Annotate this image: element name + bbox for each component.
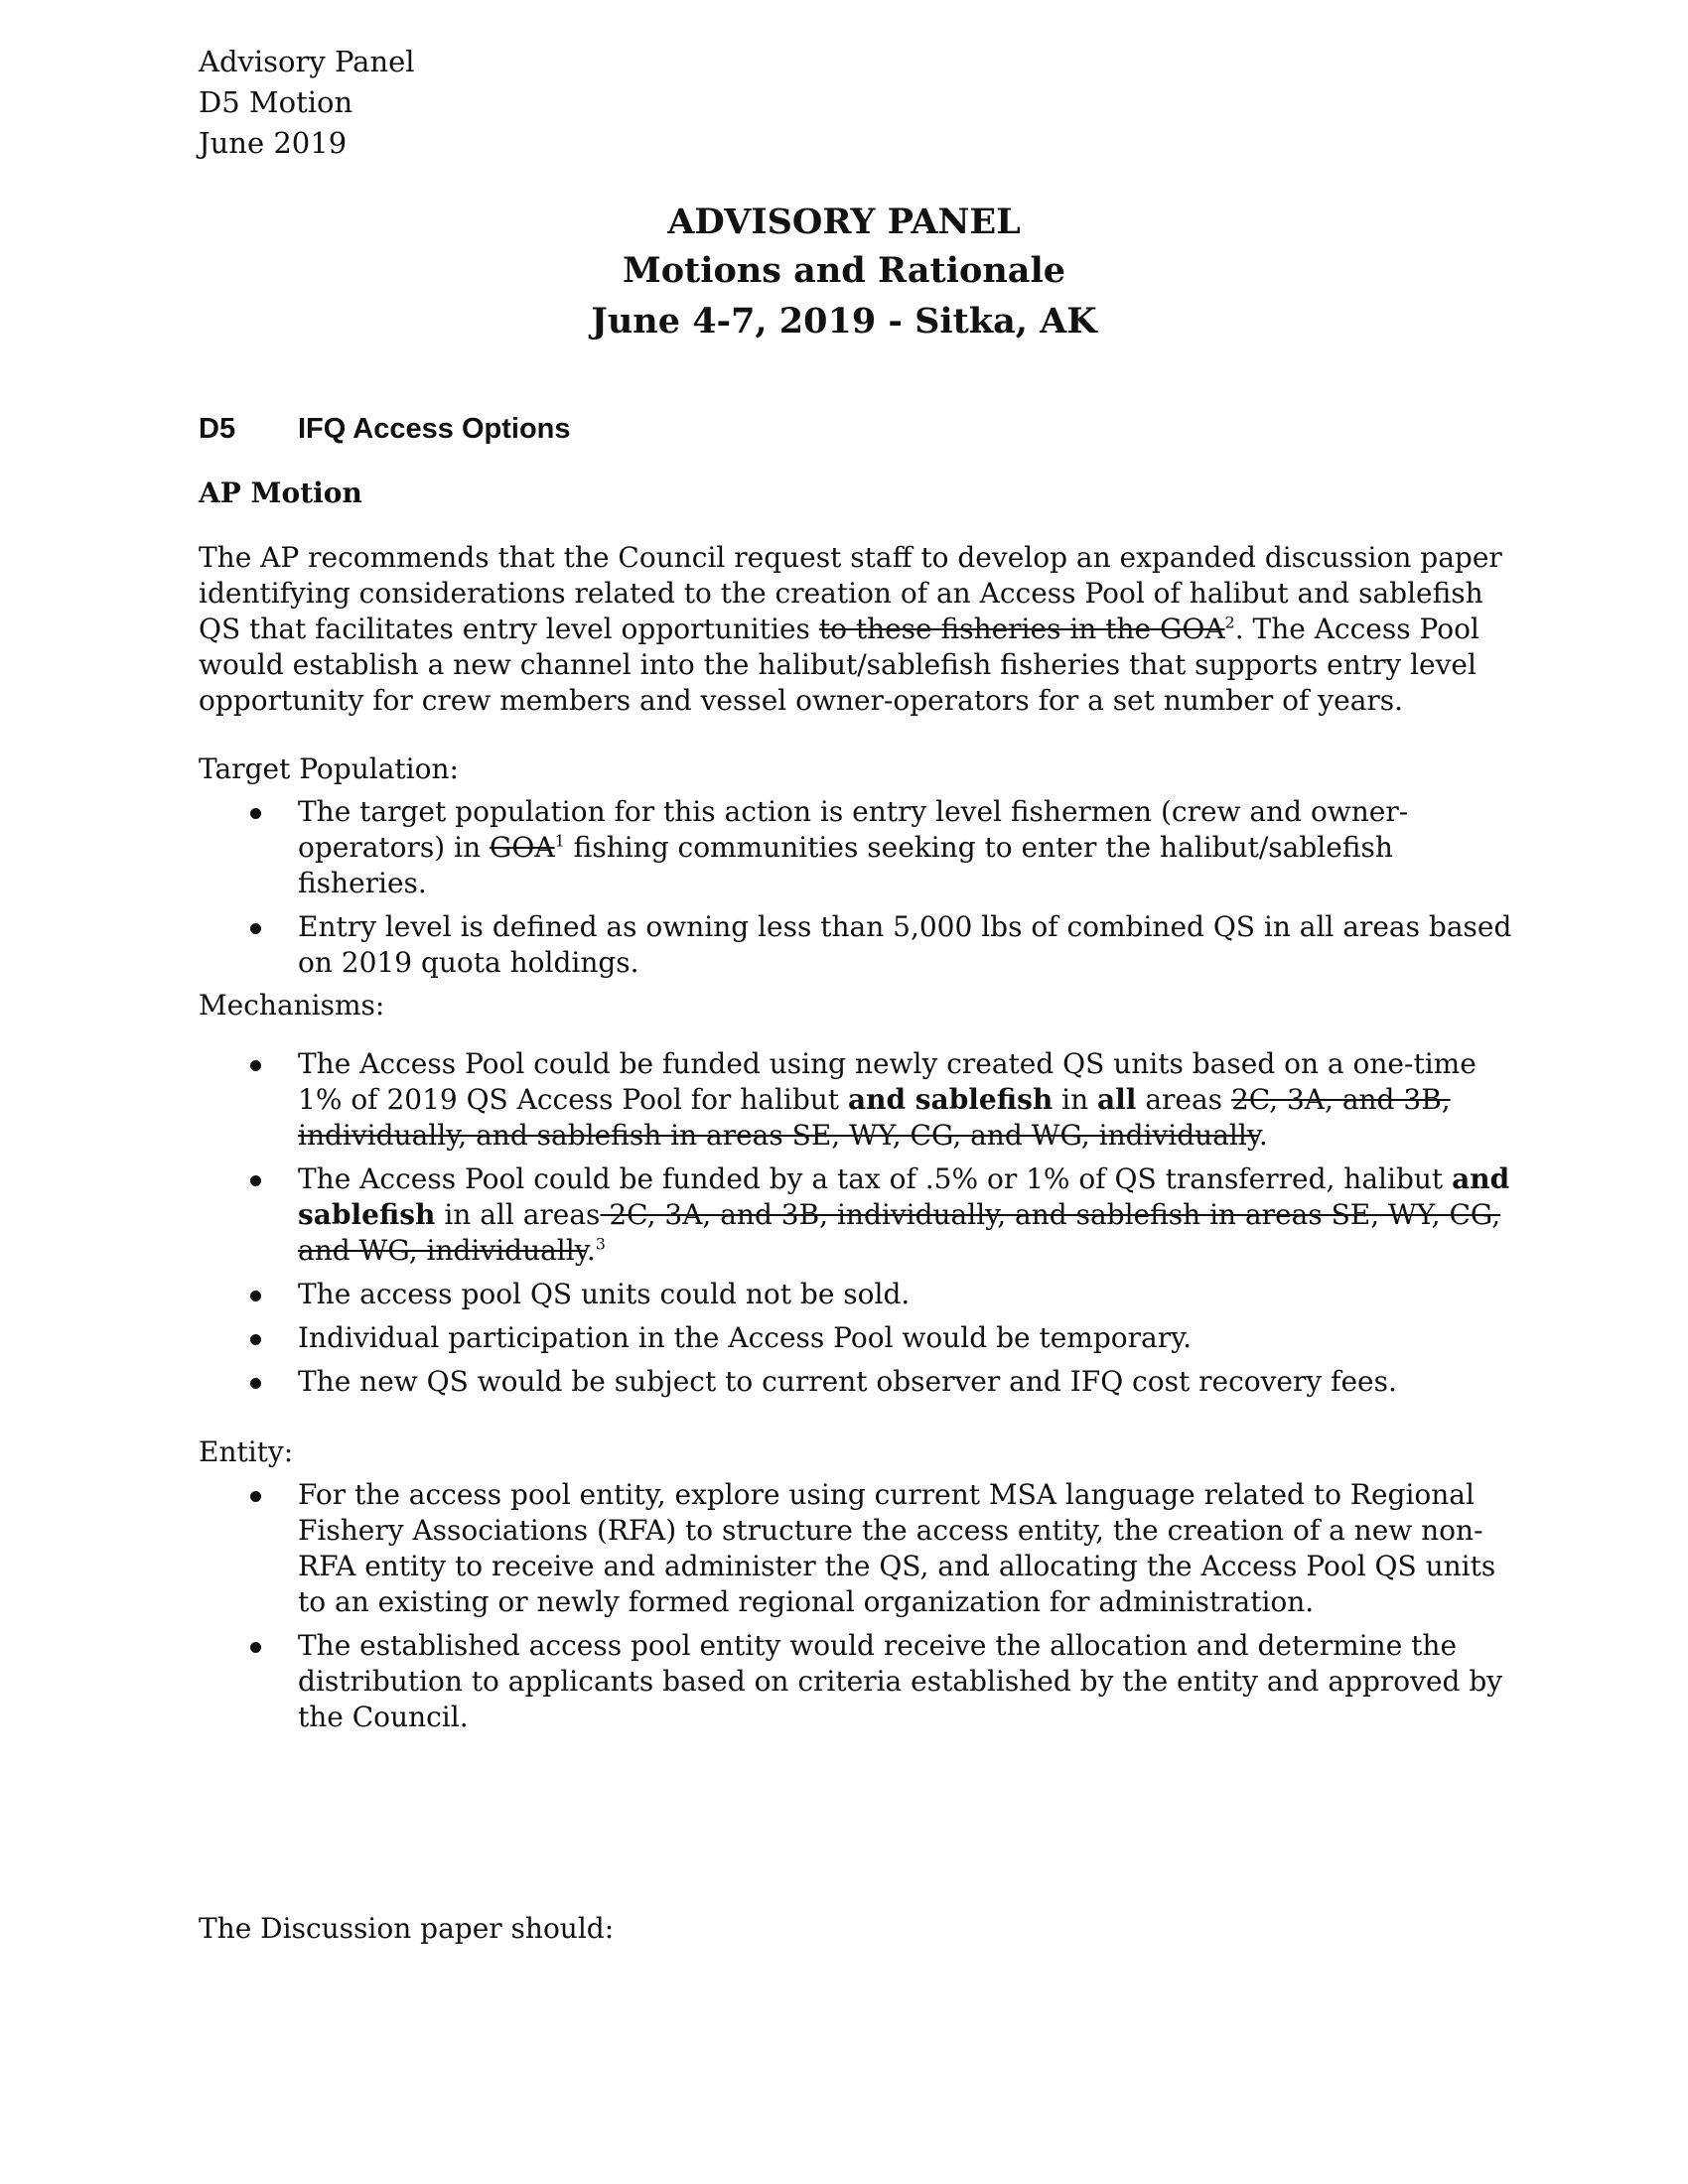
section-name: IFQ Access Options: [298, 413, 571, 445]
document-header: [199, 42, 415, 164]
page-title: [0, 199, 1688, 347]
bullet-icon: [250, 1291, 261, 1301]
mechanisms-label: Mechanisms:: [199, 989, 385, 1022]
list-item: The target population for this action is entry level fishermen (crew and owner-operators) in GOA$^1$ fishing communities seeking to enter the halibut/sablefish fisheries.: [199, 794, 1519, 901]
bullet-icon: [250, 808, 261, 819]
struck-text: 2C, 3A, and 3B, individually, and sablefish in areas SE, WY, CG, and WG, individually: [298, 1083, 1451, 1152]
title-line-2: Motions and Rationale: [622, 250, 1066, 291]
bullet-icon: [250, 1491, 261, 1502]
entity-list: [199, 1477, 1519, 1743]
footnote-ref: 2: [1224, 613, 1235, 632]
header-line-date: June 2019: [199, 126, 348, 160]
list-item: The new QS would be subject to current observer and IFQ cost recovery fees.: [199, 1364, 1519, 1400]
list-item: The Access Pool could be funded using newly created QS units based on a one-time 1% of 2019 QS Access Pool for halibut and sablefish in all areas 2C, 3A, and 3B, individually, and sablefish in areas SE, WY, CG, and WG, individually.: [199, 1046, 1519, 1154]
section-heading: [199, 413, 571, 446]
bullet-icon: [250, 923, 261, 934]
header-line-panel: Advisory Panel: [199, 45, 415, 78]
footnote-ref: 3: [595, 1234, 606, 1254]
struck-text: 2C, 3A, and 3B, individually, and sablefish in areas SE, WY, CG, and WG, individually: [298, 1198, 1501, 1267]
list-item: The Access Pool could be funded by a tax of .5% or 1% of QS transferred, halibut and sablefish in all areas 2C, 3A, and 3B, individually, and sablefish in areas SE, WY, CG, and WG, individually.$^3$: [199, 1161, 1519, 1269]
list-item: Individual participation in the Access Pool would be temporary.: [199, 1320, 1519, 1356]
footnote-ref: 1: [554, 831, 565, 851]
motion-text-rest: . The Access Pool would establish a new channel into the halibut/sablefish fisheries that supports entry level opportunity for crew members and vessel owner-operators for a set number of years.: [199, 613, 1479, 717]
bullet-icon: [250, 1642, 261, 1653]
section-code: D5: [199, 413, 236, 445]
list-item: The established access pool entity would receive the allocation and determine the distribution to applicants based on criteria established by the entity and approved by the Council.: [199, 1628, 1519, 1735]
list-item: Entry level is defined as owning less than 5,000 lbs of combined QS in all areas based on 2019 quota holdings.: [199, 909, 1519, 981]
bullet-icon: [250, 1060, 261, 1071]
motion-heading: AP Motion: [199, 477, 362, 509]
entity-label: Entity:: [199, 1435, 294, 1468]
mechanisms-list: [199, 1046, 1519, 1408]
bullet-icon: [250, 1175, 261, 1186]
title-line-3: June 4-7, 2019 - Sitka, AK: [591, 301, 1097, 341]
list-item: For the access pool entity, explore using current MSA language related to Regional Fishery Associations (RFA) to structure the access entity, the creation of a new non- RFA entity to receive and administer the QS, and allocating the Access Pool QS units to an existing or newly formed regional organization for administration.: [199, 1477, 1519, 1620]
closing-line: The Discussion paper should:: [199, 1912, 615, 1945]
target-population-list: [199, 794, 1519, 989]
title-line-1: ADVISORY PANEL: [667, 202, 1021, 242]
bullet-icon: [250, 1378, 261, 1389]
struck-text: GOA: [490, 831, 555, 864]
motion-paragraph: [199, 540, 1509, 719]
bullet-icon: [250, 1334, 261, 1345]
header-line-motion: D5 Motion: [199, 85, 353, 119]
struck-text: to these fisheries in the GOA: [818, 613, 1225, 645]
target-population-label: Target Population:: [199, 752, 459, 785]
motion-text: The AP recommends that the Council request staff to develop an expanded discussion paper identifying considerations related to the creation of an Access Pool of halibut and sablefish QS that facilitates entry level opportunities: [199, 541, 1502, 645]
list-item: The access pool QS units could not be sold.: [199, 1277, 1519, 1312]
